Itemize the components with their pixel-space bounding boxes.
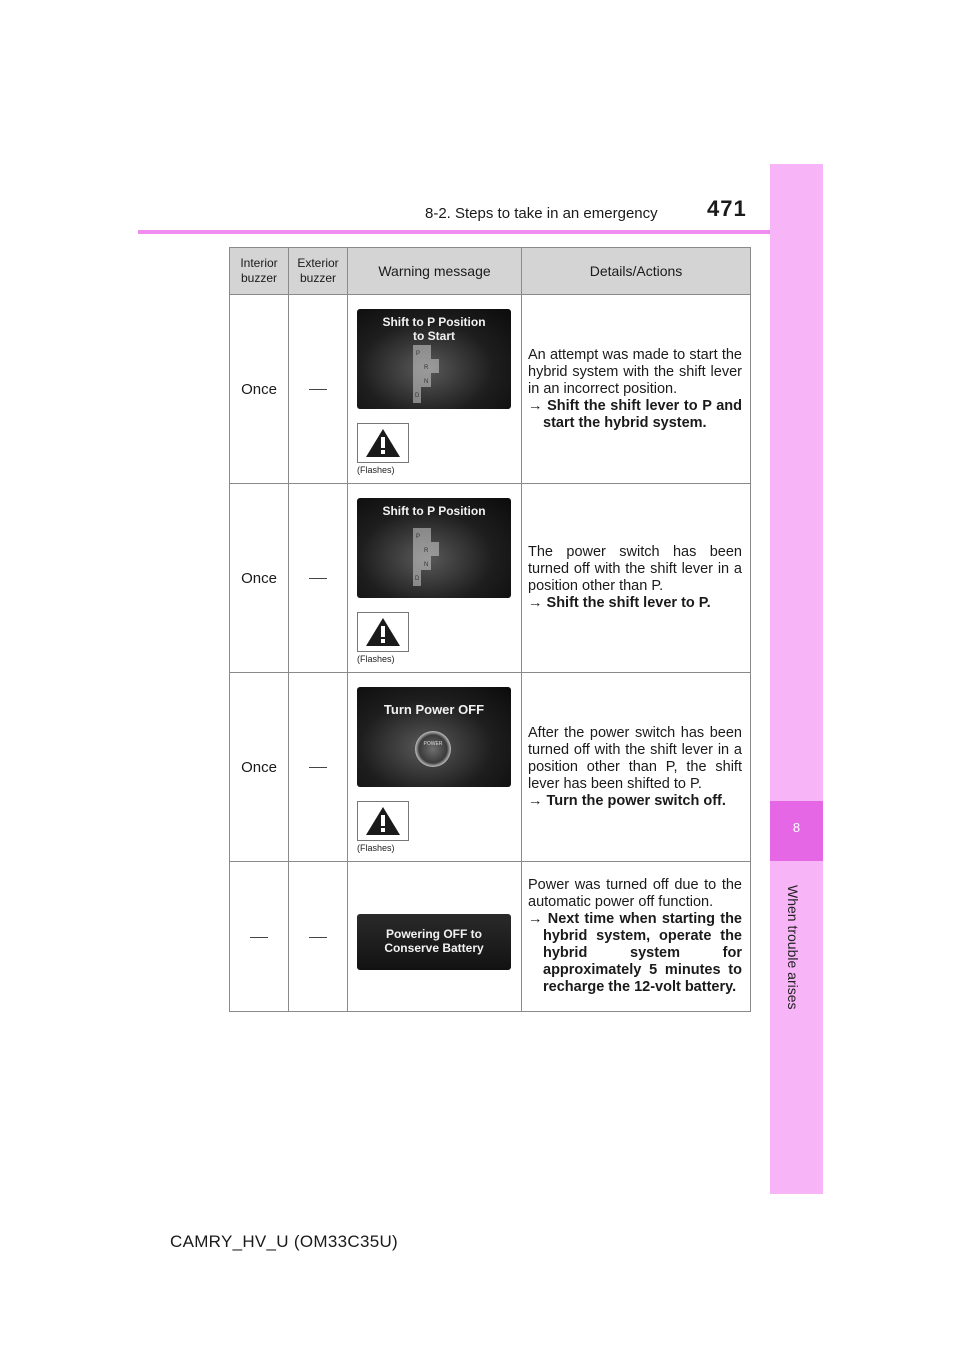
header-interior-buzzer: Interior buzzer <box>230 248 289 295</box>
details-cell <box>522 484 751 673</box>
shift-gate-icon <box>409 526 449 588</box>
detail-text: After the power switch has been turned off with the shift lever in a position other than P, the shift lever has been shifted to P. <box>528 724 742 792</box>
interior-buzzer-cell: Once <box>230 295 289 484</box>
svg-text:D: D <box>415 393 420 399</box>
exterior-buzzer-cell <box>289 295 348 484</box>
header-details-actions: Details/Actions <box>522 248 751 295</box>
action-text: → Next time when starting the hybrid system, operate the hybrid system for approximately 5 minutes to recharge the 12-volt battery. <box>528 911 742 995</box>
screen-text: to Start <box>413 329 455 343</box>
dash-icon <box>309 767 327 768</box>
flashes-note: (Flashes) <box>357 465 395 475</box>
header-warning-message: Warning message <box>348 248 522 295</box>
table-header-row <box>230 248 751 295</box>
chapter-label: When trouble arises <box>785 885 801 1010</box>
warning-triangle-icon <box>364 616 402 648</box>
table-row <box>230 484 751 673</box>
svg-text:N: N <box>424 379 429 385</box>
page-number: 471 <box>707 196 747 221</box>
table-row <box>230 862 751 1012</box>
display-screen <box>357 309 511 409</box>
detail-text: Power was turned off due to the automatic power off function. <box>528 877 742 910</box>
action-text: → Turn the power switch off. <box>528 792 726 809</box>
table-row <box>230 295 751 484</box>
dash-icon <box>309 937 327 938</box>
display-screen <box>357 914 511 970</box>
master-warning-light <box>357 612 409 652</box>
svg-text:P: P <box>416 534 421 540</box>
action-text: → Shift the shift lever to P and start the hybrid system. <box>528 397 742 431</box>
warning-message-cell <box>348 484 522 673</box>
dash-icon <box>309 389 327 390</box>
flashes-note: (Flashes) <box>357 654 395 664</box>
interior-buzzer-cell: Once <box>230 673 289 862</box>
warning-table <box>229 247 751 1012</box>
details-cell <box>522 862 751 1012</box>
screen-text: Shift to P Position <box>382 504 486 518</box>
dash-icon <box>250 937 268 938</box>
action-text: → Shift the shift lever to P. <box>528 595 711 611</box>
header-exterior-buzzer: Exterior buzzer <box>289 248 348 295</box>
svg-text:R: R <box>424 365 429 371</box>
detail-text: The power switch has been turned off with the shift lever in a position other than P. <box>528 544 742 594</box>
chapter-side-strip <box>770 164 823 1194</box>
header-divider <box>138 230 822 234</box>
warning-message-cell <box>348 862 522 1012</box>
warning-message-cell <box>348 295 522 484</box>
exterior-buzzer-cell <box>289 862 348 1012</box>
table-row <box>230 673 751 862</box>
chapter-number: 8 <box>792 820 801 835</box>
warning-triangle-icon <box>364 427 402 459</box>
master-warning-light <box>357 801 409 841</box>
master-warning-light <box>357 423 409 463</box>
svg-text:R: R <box>424 548 429 554</box>
svg-text:D: D <box>415 576 420 582</box>
shift-gate-icon <box>409 343 449 405</box>
section-title: 8-2. Steps to take in an emergency <box>425 205 658 222</box>
details-cell <box>522 673 751 862</box>
screen-text: Shift to P Position <box>382 315 486 329</box>
power-button-label: POWER <box>423 741 443 747</box>
warning-message-cell <box>348 673 522 862</box>
screen-text: Conserve Battery <box>384 941 484 955</box>
exterior-buzzer-cell <box>289 484 348 673</box>
detail-text: An attempt was made to start the hybrid system with the shift lever in an incorrect position. <box>528 346 742 397</box>
interior-buzzer-cell <box>230 862 289 1012</box>
warning-triangle-icon <box>364 805 402 837</box>
svg-text:P: P <box>416 351 421 357</box>
display-screen <box>357 498 511 598</box>
exterior-buzzer-cell <box>289 673 348 862</box>
footer-model-code: CAMRY_HV_U (OM33C35U) <box>170 1232 398 1251</box>
power-button-icon <box>415 731 451 767</box>
svg-text:N: N <box>424 562 429 568</box>
screen-text: Turn Power OFF <box>383 702 485 717</box>
screen-text: Powering OFF to <box>386 927 482 941</box>
display-screen <box>357 687 511 787</box>
interior-buzzer-cell: Once <box>230 484 289 673</box>
flashes-note: (Flashes) <box>357 843 395 853</box>
details-cell <box>522 295 751 484</box>
dash-icon <box>309 578 327 579</box>
